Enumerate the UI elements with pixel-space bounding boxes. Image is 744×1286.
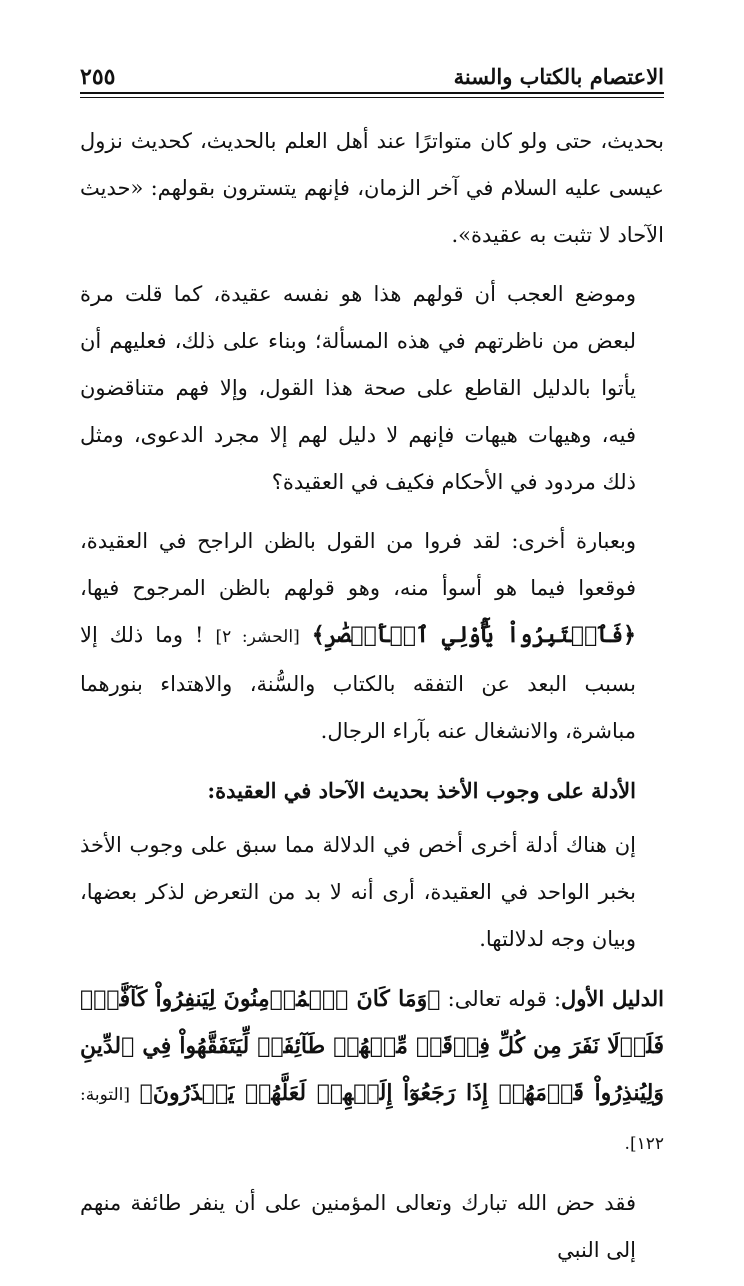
quran-verse: ﴿فَٱعۡتَبِرُواْ يَٰٓأُوْلِي ٱلۡأَبۡصَٰرِ﴾ [311,622,636,648]
paragraph-3-text: وبعبارة أخرى: لقد فروا من القول بالظن الراجح في العقيدة، فوقعوا فيما هو أسوأ منه، وهو قولهم بالظن المرجوح فيها، [80,529,636,600]
paragraph-2: وموضع العجب أن قولهم هذا هو نفسه عقيدة، كما قلت مرة لبعض من ناظرتهم في هذه المسألة؛ وبناء على ذلك، فعليهم أن يأتوا بالدليل القاطع على صحة هذا القول، وإلا فهم متناقضون فيه، وهيهات هيهات فإنهم لا دليل لهم إلا مجرد الدعوى، ومثل ذلك مردود في الأحكام فكيف في العقيدة؟ [80,282,636,494]
section-heading: الأدلة على وجوب الأخذ بحديث الآحاد في العقيدة: [207,778,636,803]
paragraph-6: فقد حض الله تبارك وتعالى المؤمنين على أن ينفر طائفة منهم إلى النبي [80,1191,636,1262]
page-number: ٢٥٥ [80,64,116,90]
header-rule-thin [80,97,664,98]
running-title: الاعتصام بالكتاب والسنة [453,64,664,89]
page-header [80,52,664,92]
evidence-label: الدليل الأول [561,986,664,1011]
paragraph-3 [80,518,664,755]
header-rule [80,92,664,94]
evidence-intro: : قوله تعالى: [447,987,562,1011]
paragraph-5 [80,975,664,1168]
paragraph-4: إن هناك أدلة أخرى أخص في الدلالة مما سبق على وجوب الأخذ بخبر الواحد في العقيدة، أرى أنه لا بد من التعرض لذكر بعضها، وبيان وجه لدلالتها. [80,833,636,951]
paragraph-1: بحديث، حتى ولو كان متواترًا عند أهل العلم بالحديث، كحديث نزول عيسى عليه السلام في آخر الزمان، فإنهم يتسترون بقولهم: «حديث الآحاد لا تثبت به عقيدة». [80,129,664,247]
paragraph-3-continuation: ! وما ذلك إلا بسبب البعد عن التفقه بالكتاب والسُّنة، والاهتداء بنورهما مباشرة، والانشغال عنه بآراء الرجال. [80,623,636,743]
verse-reference-tawbah: [التوبة: ١٢٢]. [80,1085,664,1154]
verse-reference: [الحشر: ٢] [215,627,300,647]
page-body [80,118,664,1286]
quran-verse-tawbah: ﴿وَمَا كَانَ ٱلۡمُؤۡمِنُونَ لِيَنفِرُواْ كَآفَّةٗۚ فَلَوۡلَا نَفَرَ مِن كُلِّ فِرۡقَةٖ مِّنۡهُمۡ طَآئِفَةٞ لِّيَتَفَقَّهُواْ فِي ٱلدِّينِ وَلِيُنذِرُواْ قَوۡمَهُمۡ إِذَا رَجَعُوٓاْ إِلَيۡهِمۡ لَعَلَّهُمۡ يَحۡذَرُونَ﴾ [80,986,664,1106]
